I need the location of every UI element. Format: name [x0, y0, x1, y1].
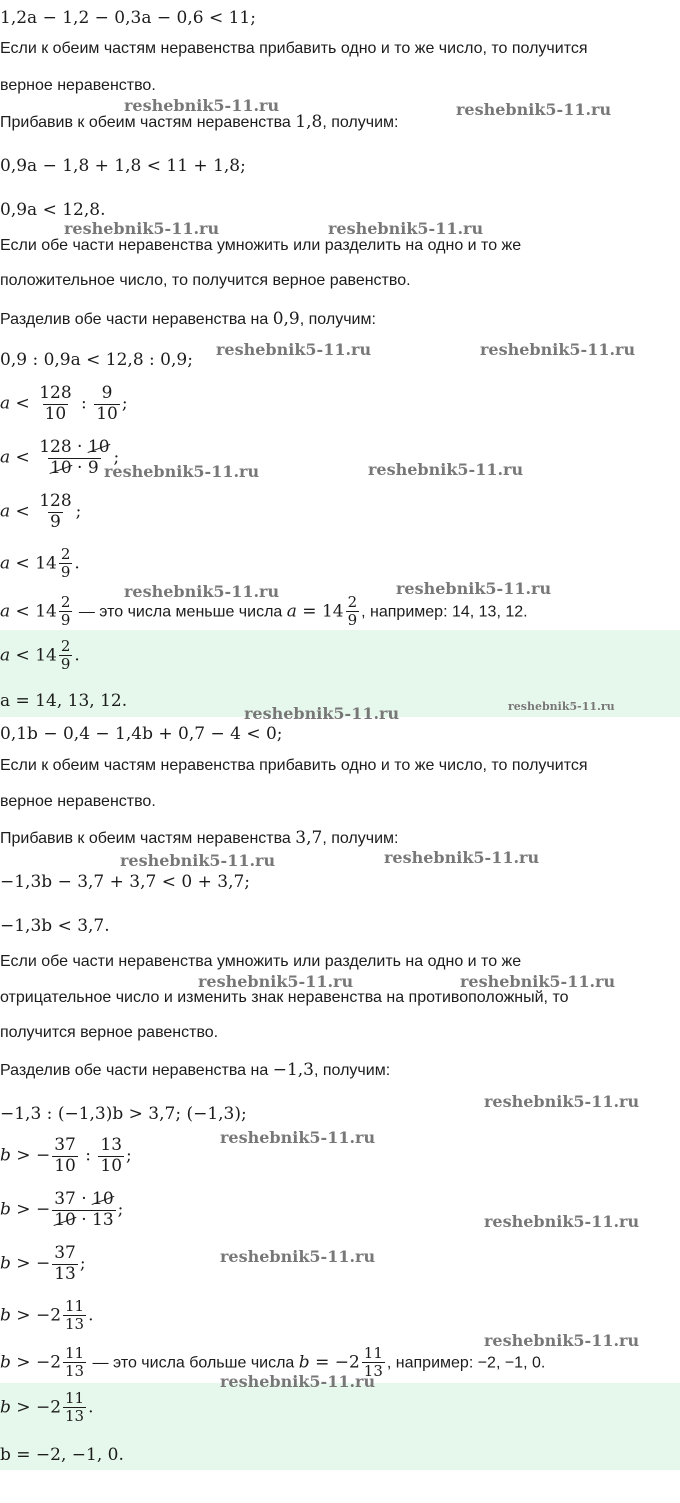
answer-line: b > −2 $\frac{11}{13}$ .: [0, 1389, 94, 1426]
watermark: reshebnik5-11.ru: [64, 219, 220, 238]
rule-text: Если обе части неравенства умножить или разделить на одно и то же: [0, 237, 522, 254]
fraction-line: b > − $\frac{37}{13}$ ;: [0, 1243, 86, 1284]
answer-line: b = −2, −1, 0.: [0, 1445, 124, 1465]
watermark: reshebnik5-11.ru: [460, 972, 616, 991]
watermark: reshebnik5-11.ru: [484, 1331, 640, 1350]
fraction-line: a < $\frac{128}{10}$ : $\frac{9}{10}$ ;: [0, 383, 128, 424]
watermark: reshebnik5-11.ru: [124, 582, 280, 601]
step-text: Прибавив к обеим частям неравенства 3,7, получим:: [0, 828, 399, 848]
conclusion-line: b > −2 $\frac{11}{13}$ — это числа больше числа b = −2 $\frac{11}{13}$ , например: −2, −1, 0.: [0, 1344, 546, 1381]
answer-line: a = 14, 13, 12.: [0, 691, 128, 711]
rule-text: получится верное равенство.: [0, 1024, 219, 1041]
watermark: reshebnik5-11.ru: [396, 579, 552, 598]
equation-line: −1,3 : (−1,3)b > 3,7; (−1,3);: [0, 1104, 247, 1124]
watermark: reshebnik5-11.ru: [220, 1247, 376, 1266]
rule-text: положительное число, то получится верное равенство.: [0, 272, 411, 289]
equation-line: 1,2a − 1,2 − 0,3a − 0,6 < 11;: [0, 8, 256, 28]
watermark: reshebnik5-11.ru: [484, 1212, 640, 1231]
watermark: reshebnik5-11.ru: [120, 851, 276, 870]
watermark: reshebnik5-11.ru: [508, 700, 615, 713]
rule-text: верное неравенство.: [0, 77, 156, 94]
answer-line: a < 14 $\frac{2}{9}$ .: [0, 637, 80, 674]
fraction-line: a < $\frac{128 \cdot 10}{10 \cdot 9}$ ;: [0, 437, 120, 478]
watermark: reshebnik5-11.ru: [480, 340, 636, 359]
equation-line: −1,3b < 3,7.: [0, 916, 110, 936]
rule-text: Если к обеим частям неравенства прибавить одно и то же число, то получится: [0, 757, 588, 774]
equation-line: −1,3b − 3,7 + 3,7 < 0 + 3,7;: [0, 872, 251, 892]
watermark: reshebnik5-11.ru: [124, 96, 280, 115]
watermark: reshebnik5-11.ru: [104, 462, 260, 481]
step-text: Прибавив к обеим частям неравенства 1,8, получим:: [0, 112, 399, 132]
step-text: Разделив обе части неравенства на 0,9, получим:: [0, 309, 376, 329]
fraction-line: b > − $\frac{37}{10}$ : $\frac{13}{10}$ ;: [0, 1135, 132, 1176]
watermark: reshebnik5-11.ru: [216, 340, 372, 359]
conclusion-line: a < 14 $\frac{2}{9}$ — это числа меньше числа a = 14 $\frac{2}{9}$ , например: 14, 13, 12.: [0, 593, 528, 630]
equation-line: 0,1b − 0,4 − 1,4b + 0,7 − 4 < 0;: [0, 724, 283, 744]
rule-text: верное неравенство.: [0, 793, 156, 810]
fraction-line: a < 14 $\frac{2}{9}$ .: [0, 545, 80, 582]
rule-text: Если обе части неравенства умножить или разделить на одно и то же: [0, 953, 522, 970]
watermark: reshebnik5-11.ru: [384, 848, 540, 867]
watermark: reshebnik5-11.ru: [456, 100, 612, 119]
watermark: reshebnik5-11.ru: [244, 704, 400, 723]
step-text: Разделив обе части неравенства на −1,3, получим:: [0, 1060, 391, 1080]
fraction-line: a < $\frac{128}{9}$ ;: [0, 491, 82, 532]
watermark: reshebnik5-11.ru: [484, 1092, 640, 1111]
watermark: reshebnik5-11.ru: [220, 1128, 376, 1147]
equation-line: 0,9 : 0,9a < 12,8 : 0,9;: [0, 350, 193, 370]
rule-text: Если к обеим частям неравенства прибавить одно и то же число, то получится: [0, 40, 588, 57]
fraction-line: b > − $\frac{37 \cdot 10}{10 \cdot 13}$ ;: [0, 1189, 124, 1230]
watermark: reshebnik5-11.ru: [368, 460, 524, 479]
watermark: reshebnik5-11.ru: [328, 219, 484, 238]
watermark: reshebnik5-11.ru: [220, 1372, 376, 1391]
fraction-line: b > −2 $\frac{11}{13}$ .: [0, 1297, 94, 1334]
watermark: reshebnik5-11.ru: [198, 972, 354, 991]
equation-line: 0,9a < 12,8.: [0, 200, 106, 220]
equation-line: 0,9a − 1,8 + 1,8 < 11 + 1,8;: [0, 156, 246, 176]
rule-text: отрицательное число и изменить знак неравенства на противоположный, то: [0, 989, 569, 1006]
